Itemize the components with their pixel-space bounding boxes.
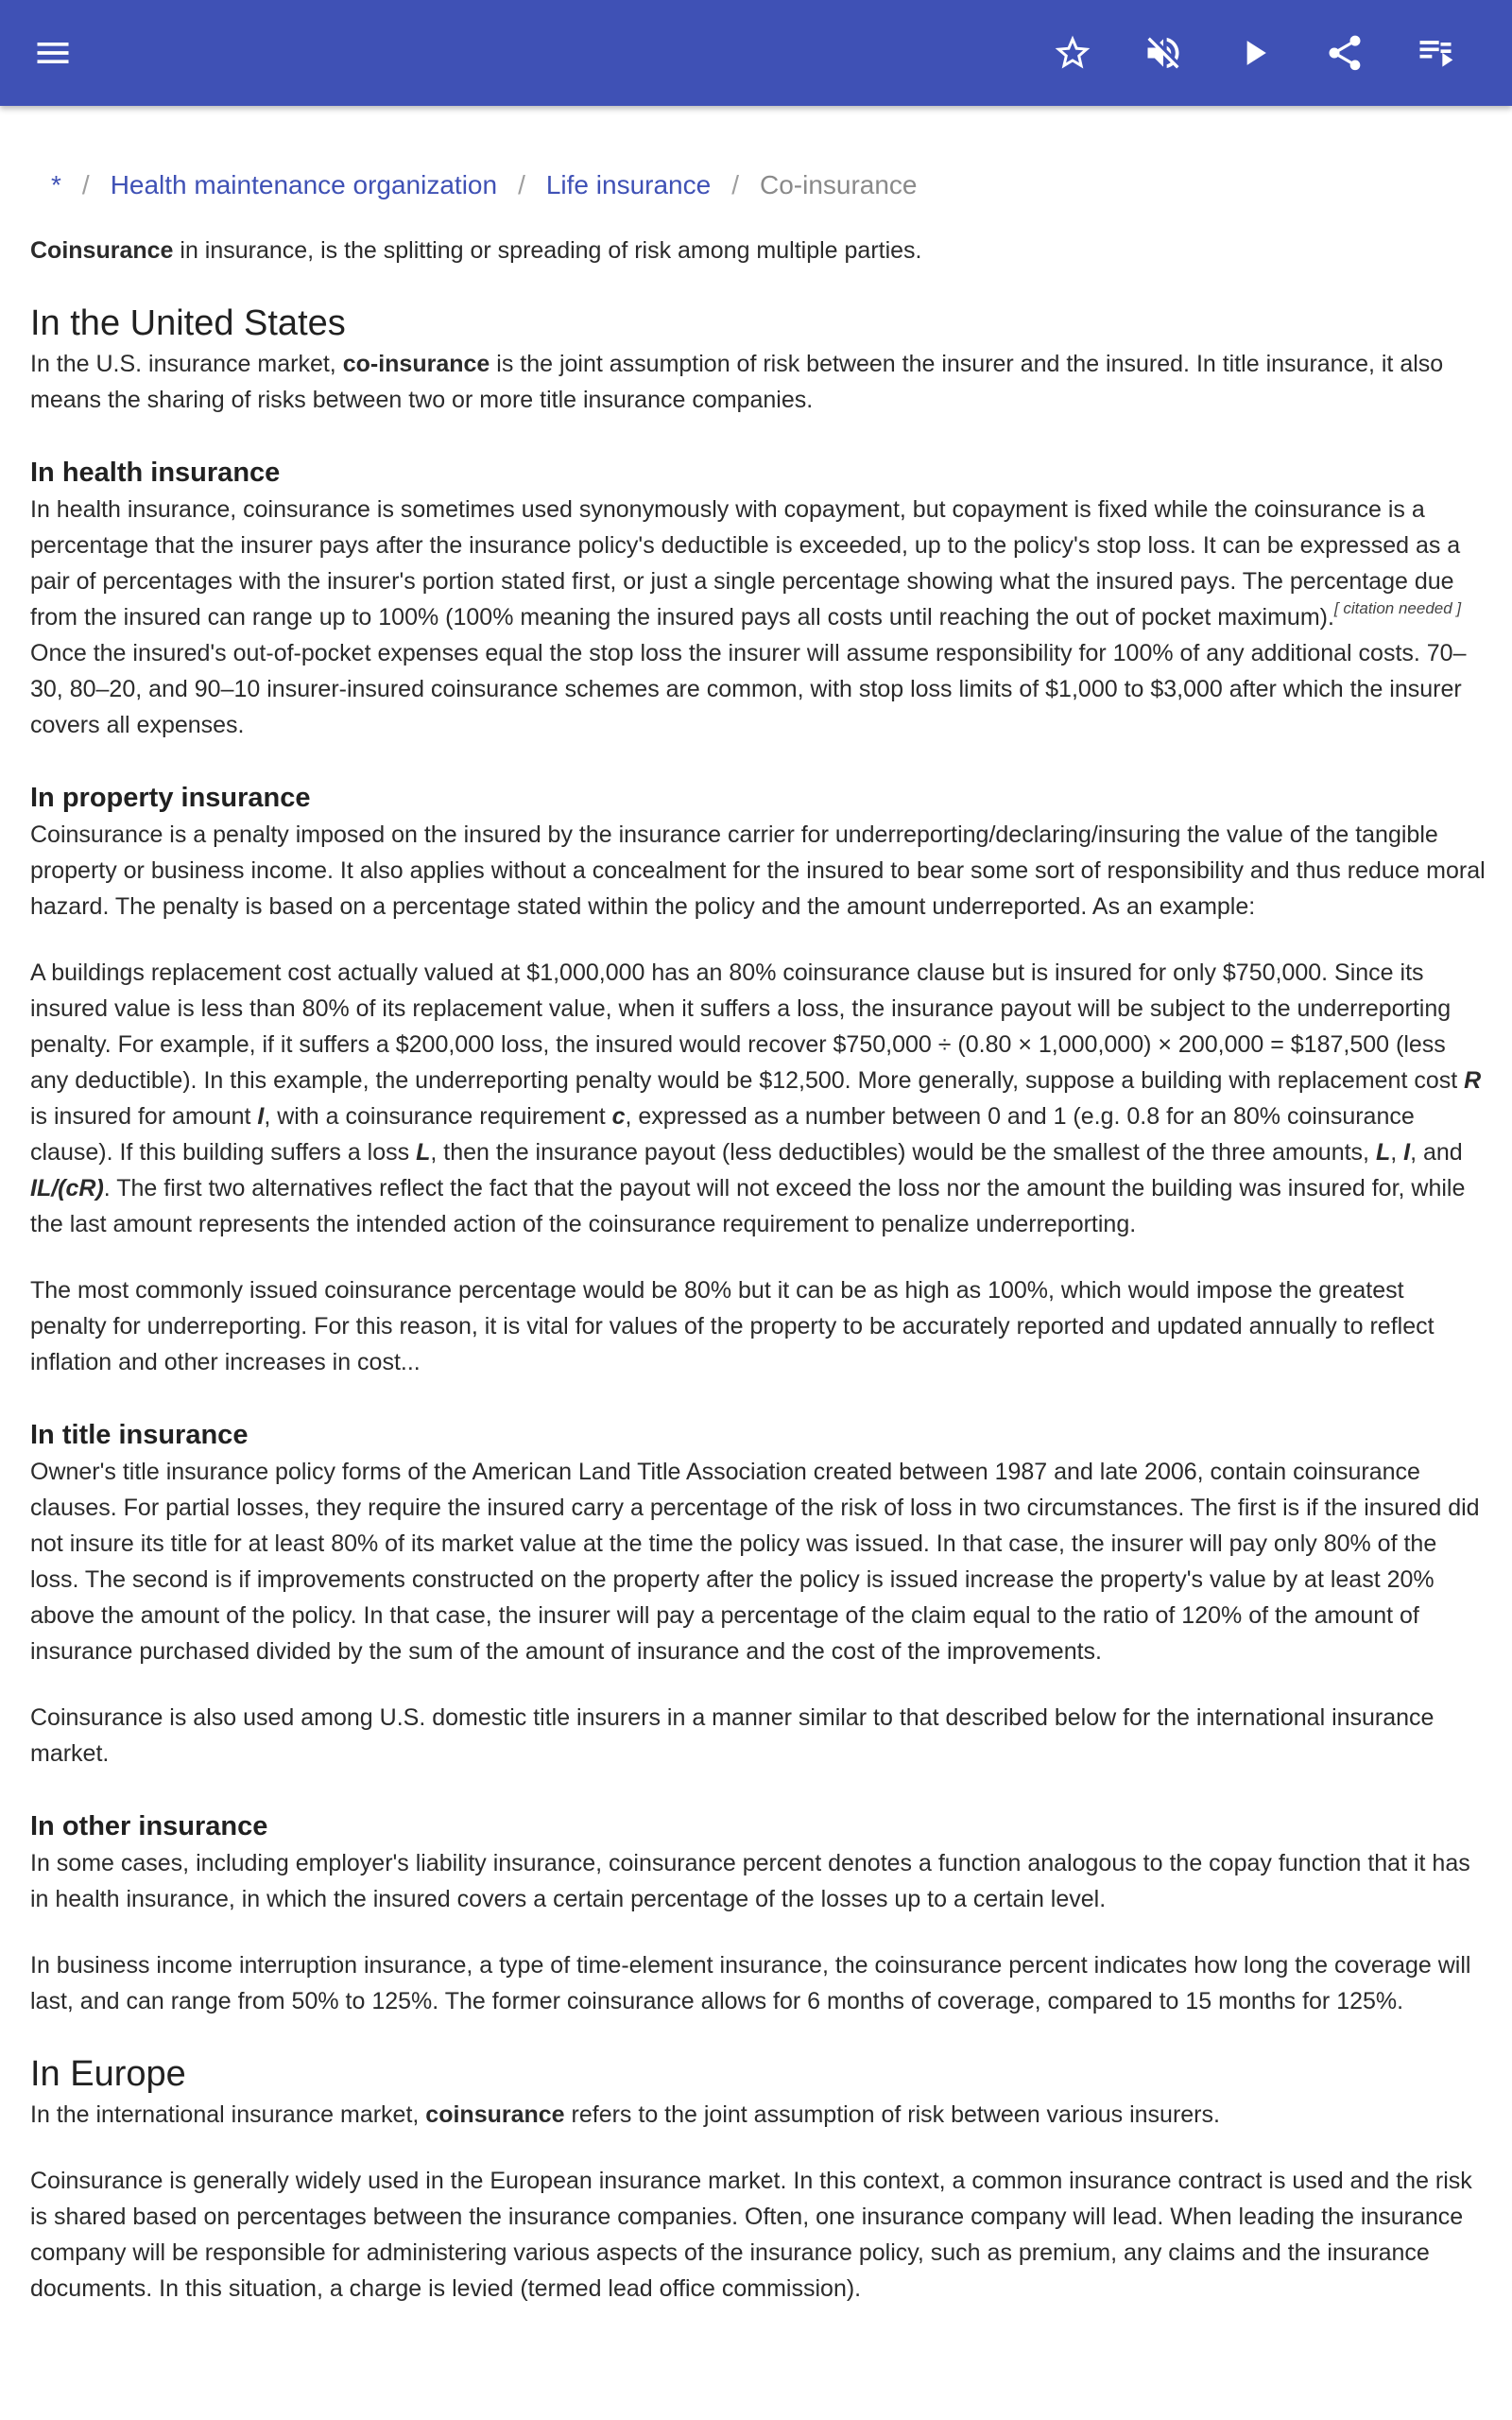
intro-text: in insurance, is the splitting or spreading of risk among multiple parties. [173,237,922,264]
subsection-heading-health: In health insurance [30,458,281,488]
citation-needed-note[interactable]: [ citation needed ] [1333,599,1462,617]
us-text-a: In the U.S. insurance market, [30,351,343,377]
other-paragraph-2: In business income interruption insurance, a type of time-element insurance, the coinsurance percent indicates how long the coverage will last, and can range from 50% to 125%. The former coinsurance allows for 6 months of coverage, compared to 15 months for 125%. [30,1952,1471,2014]
variable-i: I [257,1103,265,1130]
breadcrumb-separator: / [81,170,90,199]
article-content [30,106,1486,2307]
intro-paragraph [30,233,1486,268]
breadcrumb-separator: / [518,170,525,199]
breadcrumb-current: Co-insurance [759,170,918,199]
star-icon[interactable] [1042,23,1103,83]
volume-off-icon[interactable] [1133,23,1194,83]
property-paragraph-2 [30,955,1486,1242]
europe-paragraph-2: Coinsurance is generally widely used in the European insurance market. In this context, a common insurance contract is used and the risk is shared based on percentages between the insurance companies. Often, one insurance company will lead. When leading the insurance company will be responsible for administering various aspects of the insurance policy, such as premium, any claims and the insurance documents. In this situation, a charge is levied (termed lead office commission). [30,2168,1472,2302]
health-text-a: In health insurance, coinsurance is sometimes used synonymously with copayment, but copayment is fixed while the coinsurance is a percentage that the insurer pays after the insurance policy's deductible is exceeded, up to the policy's stop loss. It can be expressed as a pair of percentages with the insurer's portion stated first, or just a single percentage showing what the insured pays. The percentage due from the insured can range up to 100% (100% meaning the insured pays all costs until reaching the out of pocket maximum). [30,496,1461,631]
property-text: . The first two alternatives reflect the fact that the payout will not exceed the loss nor the amount the building was insured for, while the last amount represents the intended action of the coinsurance requirement to penalize underreporting. [30,1175,1466,1237]
subsection-heading-property: In property insurance [30,783,311,813]
other-paragraph-1: In some cases, including employer's liability insurance, coinsurance percent denotes a function analogous to the copay function that it has in health insurance, in which the insured covers a certain percentage of the losses up to a certain level. [30,1850,1470,1912]
payout-formula: IL/(cR) [30,1175,104,1201]
property-text: , then the insurance payout (less deductibles) would be the smallest of the three amounts, [430,1139,1376,1166]
app-bar [0,0,1512,106]
us-paragraph [30,346,1486,418]
property-text: , with a coinsurance requirement [264,1103,612,1130]
variable-l: L [1375,1139,1391,1166]
variable-i: I [1403,1139,1411,1166]
subsection-heading-other: In other insurance [30,1811,268,1841]
breadcrumb [30,166,1486,204]
us-text-b: is the joint assumption of risk between the insurer and the insured. In title insurance, it also means the sharing of risks between two or more title insurance companies. [30,351,1444,413]
property-paragraph-1: Coinsurance is a penalty imposed on the insured by the insurance carrier for underreporting/declaring/insuring the value of the tangible property or business income. It also applies without a concealment for the insured to bear some sort of responsibility and thus reduce moral hazard. The penalty is based on a percentage stated within the policy and the amount underreported. As an example: [30,821,1486,920]
breadcrumb-item-life-insurance[interactable]: Life insurance [545,170,712,199]
intro-term: Coinsurance [30,237,174,264]
property-text: , expressed as a number between 0 and 1 (e.g. 0.8 for an 80% coinsurance clause). If this building suffers a loss [30,1103,1415,1166]
europe-term: coinsurance [425,2101,565,2128]
property-text: A buildings replacement cost actually valued at $1,000,000 has an 80% coinsurance clause but is insured for only $750,000. Since its insured value is less than 80% of its replacement value, when it suffers a loss, the insurance payout will be subject to the underreporting penalty. For example, if it suffers a $200,000 loss, the insured would recover $750,000 ÷ (0.80 × 1,000,000) × 200,000 = $187,500 (less any deductible). In this example, the underreporting penalty would be $12,500. More generally, suppose a building with replacement cost [30,959,1465,1094]
property-text: , [1390,1139,1404,1166]
share-icon[interactable] [1314,23,1375,83]
subsection-heading-title: In title insurance [30,1420,249,1450]
play-icon[interactable] [1224,23,1284,83]
us-term: co-insurance [342,351,490,377]
section-heading-us: In the United States [30,303,346,343]
europe-paragraph-1 [30,2097,1486,2133]
europe-text-a: In the international insurance market, [30,2101,426,2128]
breadcrumb-home[interactable]: * [51,170,61,199]
playlist-icon[interactable] [1405,23,1466,83]
property-text: , and [1410,1139,1463,1166]
menu-icon[interactable] [23,23,83,83]
europe-text-b: refers to the joint assumption of risk between various insurers. [564,2101,1220,2128]
variable-c: c [611,1103,626,1130]
variable-l: L [416,1139,431,1166]
title-paragraph-1: Owner's title insurance policy forms of the American Land Title Association created between 1987 and late 2006, contain coinsurance clauses. For partial losses, they require the insured carry a percentage of the risk of loss in two circumstances. The first is if the insured did not insure its title for at least 80% of its market value at the time the policy was issued. In that case, the insurer will pay only 80% of the loss. The second is if improvements constructed on the property after the policy is issued increase the property's value by at least 20% above the amount of the policy. In that case, the insurer will pay a percentage of the claim equal to the ratio of 120% of the amount of insurance purchased divided by the sum of the amount of insurance and the cost of the improvements. [30,1459,1480,1665]
breadcrumb-item-hmo[interactable]: Health maintenance organization [110,170,498,199]
section-heading-europe: In Europe [30,2054,186,2094]
property-paragraph-3: The most commonly issued coinsurance percentage would be 80% but it can be as high as 100%, which would impose the greatest penalty for underreporting. For this reason, it is vital for values of the property to be accurately reported and updated annually to reflect inflation and other increases in cost... [30,1277,1435,1375]
health-text-b: Once the insured's out-of-pocket expenses equal the stop loss the insurer will assume responsibility for 100% of any additional costs. 70–30, 80–20, and 90–10 insurer-insured coinsurance schemes are common, with stop loss limits of $1,000 to $3,000 after which the insurer covers all expenses. [30,640,1467,738]
variable-r: R [1464,1067,1482,1094]
property-text: is insured for amount [30,1103,258,1130]
title-paragraph-2: Coinsurance is also used among U.S. domestic title insurers in a manner similar to that described below for the international insurance market. [30,1704,1435,1767]
breadcrumb-separator: / [731,170,739,199]
health-paragraph [30,492,1486,743]
